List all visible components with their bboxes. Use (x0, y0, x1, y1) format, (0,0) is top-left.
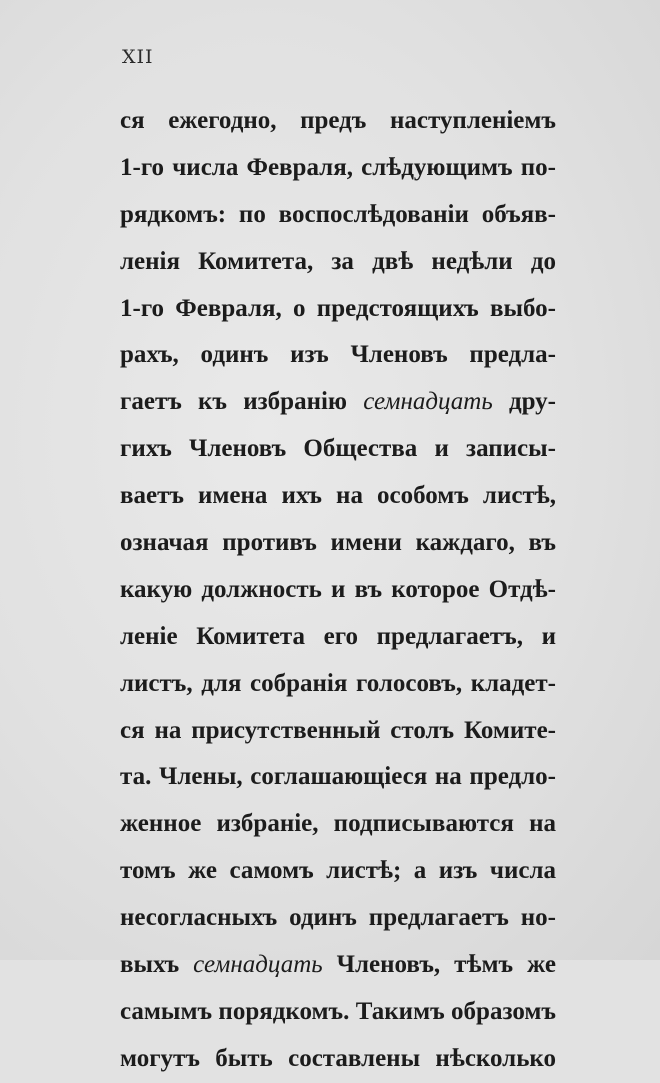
text-segment: гихъ Членовъ Общества и записы- (120, 435, 556, 463)
text-segment: ленія Комитета, за двѣ недѣли до (120, 247, 556, 275)
text-segment: могутъ быть составлены нѣсколько (120, 1044, 556, 1072)
text-segment: листъ, для собранія голосовъ, кладет- (120, 669, 556, 697)
text-segment: какую должность и въ которое Отдѣ- (120, 575, 556, 603)
text-segment: та. Члены, соглашающіеся на предло- (120, 763, 556, 791)
text-segment: Членовъ, тѣмъ же (322, 951, 556, 979)
text-segment: женное избраніе, подписываются на (120, 810, 556, 838)
text-segment: 1-го числа Февраля, слѣдующимъ по- (120, 153, 556, 181)
text-line (120, 426, 556, 473)
text-line (120, 754, 556, 801)
text-line (120, 708, 556, 755)
text-line (120, 520, 556, 567)
text-segment: дру- (492, 388, 556, 416)
text-segment: гаетъ къ избранію (120, 388, 364, 416)
text-line (120, 989, 556, 1036)
text-line (120, 895, 556, 942)
italic-word: семнадцать (363, 388, 493, 416)
text-line (120, 145, 556, 192)
text-line (120, 379, 556, 426)
page-number: XII (122, 46, 154, 68)
text-segment: 1-го Февраля, о предстоящихъ выбо- (120, 294, 556, 322)
text-segment: несогласныхъ одинъ предлагаетъ но- (120, 904, 556, 932)
text-line (120, 661, 556, 708)
text-segment: ся ежегодно, предъ наступленіемъ (120, 107, 556, 134)
text-line (120, 848, 556, 895)
text-line (120, 332, 556, 379)
italic-word: семнадцать (193, 951, 323, 979)
text-line (120, 1036, 556, 1083)
text-segment: означая противъ имени каждаго, въ (120, 529, 556, 557)
text-segment: самымъ порядкомъ. Такимъ образомъ (120, 997, 556, 1025)
text-line (120, 801, 556, 848)
text-line (120, 614, 556, 661)
text-line (120, 567, 556, 614)
text-line (120, 239, 556, 286)
text-segment: выхъ (120, 951, 194, 979)
text-segment: ся на присутственный столъ Комите- (120, 716, 556, 744)
body-text (120, 98, 556, 1083)
text-line (120, 192, 556, 239)
text-line (120, 286, 556, 333)
text-line (120, 473, 556, 520)
text-segment: томъ же самомъ листѣ; а изъ числа (120, 857, 556, 885)
text-segment: леніе Комитета его предлагаетъ, и (120, 622, 556, 650)
text-line (120, 942, 556, 989)
text-segment: ваетъ имена ихъ на особомъ листѣ, (120, 482, 556, 510)
text-segment: рядкомъ: по воспослѣдованіи объяв- (120, 200, 556, 228)
text-segment: рахъ, одинъ изъ Членовъ предла- (120, 341, 556, 369)
text-line (120, 98, 556, 145)
